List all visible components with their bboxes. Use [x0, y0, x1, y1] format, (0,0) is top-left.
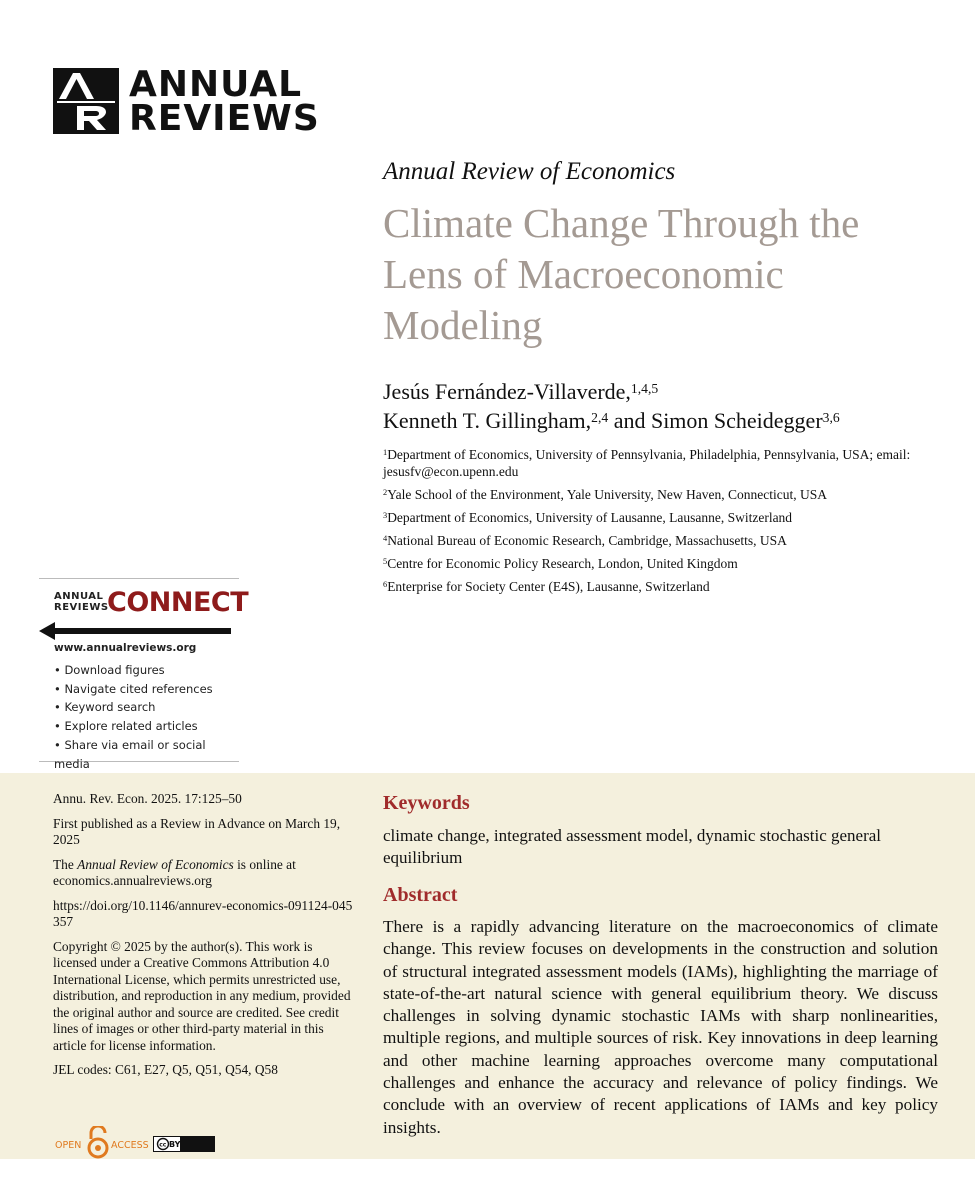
online-journal-name: Annual Review of Economics — [77, 856, 234, 872]
article-metadata — [53, 791, 353, 1087]
cc-text: cc — [159, 1141, 167, 1149]
author-line-1 — [383, 377, 840, 406]
keywords-text: climate change, integrated assessment model, dynamic stochastic general equilibrium — [383, 826, 882, 867]
article-title: Climate Change Through the Lens of Macroeconomic Modeling — [383, 200, 860, 348]
affiliation-number: 4 — [383, 534, 388, 544]
affiliation-text: Department of Economics, University of Pennsylvania, Philadelphia, Pennsylvania, USA; email: jesusfv@econ.upenn.edu — [383, 447, 911, 479]
affiliation-item — [383, 509, 943, 526]
open-access-badge — [55, 1126, 225, 1160]
affiliation-text: Yale School of the Environment, Yale University, New Haven, Connecticut, USA — [387, 487, 828, 502]
affiliation-text: Department of Economics, University of Lausanne, Lausanne, Switzerland — [387, 510, 793, 525]
author-affil-sup: 1,4,5 — [630, 380, 659, 396]
citation-text: Annu. Rev. Econ. 2025. 17:125–50 — [53, 791, 242, 806]
list-item: • Keyword search — [54, 698, 239, 717]
copyright-text: Copyright © 2025 by the author(s). This work is licensed under a Creative Commons Attribution 4.0 International License, which permits unrestricted use, distribution, and reproduction in any medium, provided the original author and source are credited. See credit lines of images or other third-party material in this article for license information. — [53, 938, 351, 1053]
list-item: • Download figures — [54, 661, 239, 680]
abstract-heading: Abstract — [383, 884, 458, 906]
affiliation-item — [383, 532, 943, 549]
author-affil-sup: 3,6 — [822, 409, 840, 425]
affiliation-number: 6 — [383, 580, 388, 590]
list-item: • Navigate cited references — [54, 680, 239, 699]
connect-feature-list — [54, 661, 239, 773]
online-text — [53, 857, 353, 890]
annual-reviews-connect-box[interactable] — [39, 578, 249, 771]
affiliation-item — [383, 486, 943, 503]
author-name: Jesús Fernández-Villaverde, — [383, 379, 631, 404]
affiliation-number: 2 — [383, 488, 388, 498]
list-item: • Share via email or social media — [54, 736, 239, 773]
affiliation-list — [383, 446, 943, 601]
affiliation-item — [383, 446, 943, 480]
keywords-heading: Keywords — [383, 792, 470, 814]
affiliation-text: National Bureau of Economic Research, Cambridge, Massachusetts, USA — [387, 533, 787, 548]
author-affil-sup: 2,4 — [591, 409, 609, 425]
affiliation-item — [383, 555, 943, 572]
jel-codes: JEL codes: C61, E27, Q5, Q51, Q54, Q58 — [53, 1062, 278, 1077]
abstract-text: There is a rapidly advancing literature on the macroeconomics of climate change. This review focuses on developments in the construction and solution of structural integrated assessment models (IAMs), highlighting the marriage of state-of-the-art natural science with general equilibrium theory. We discuss challenges in solving dynamic stochastic IAMs with sharp nonlinearities, multiple regions, and multiple sources of risk. Key innovations in deep learning and other machine learning approaches overcome many computational challenges and enhance the accuracy and relevance of policy findings. We conclude with an overview of recent applications of IAMs and key policy insights. — [383, 917, 938, 1137]
affiliation-text: Enterprise for Society Center (E4S), Lausanne, Switzerland — [387, 579, 710, 594]
online-text-pre: The — [53, 856, 78, 872]
left-arrow-icon — [39, 622, 231, 640]
connect-url-link[interactable]: www.annualreviews.org — [54, 642, 197, 654]
affiliation-number: 3 — [383, 511, 388, 521]
author-line-2 — [383, 406, 840, 435]
oa-open-text: OPEN — [55, 1140, 82, 1151]
ar-logo-mark-icon — [53, 68, 119, 134]
connect-small-annual: ANNUAL — [54, 591, 104, 602]
affiliation-number: 1 — [383, 448, 388, 458]
affiliation-text: Centre for Economic Policy Research, London, United Kingdom — [387, 556, 738, 571]
affiliation-item — [383, 578, 943, 595]
author-list — [383, 377, 840, 435]
logo-word-reviews: REVIEWS — [129, 98, 320, 139]
list-item: • Explore related articles — [54, 717, 239, 736]
online-text-post: is online at economics.annualreviews.org — [53, 856, 296, 888]
affiliation-number: 5 — [383, 557, 388, 567]
author-name: and Simon Scheidegger — [608, 408, 823, 433]
journal-name: Annual Review of Economics — [383, 158, 676, 185]
connect-small-reviews: REVIEWS — [54, 602, 109, 613]
oa-access-text: ACCESS — [111, 1140, 149, 1151]
connect-title: CONNECT — [107, 587, 249, 618]
by-text: BY — [169, 1140, 181, 1149]
open-access-icon — [55, 1126, 225, 1160]
logo-word-annual: ANNUAL — [129, 64, 303, 105]
author-name: Kenneth T. Gillingham, — [383, 408, 592, 433]
published-text: First published as a Review in Advance on March 19, 2025 — [53, 815, 341, 847]
doi-link[interactable]: https://doi.org/10.1146/annurev-economics-091124-045357 — [53, 897, 353, 929]
connect-small-label — [54, 591, 109, 613]
annual-reviews-logo — [53, 64, 320, 139]
